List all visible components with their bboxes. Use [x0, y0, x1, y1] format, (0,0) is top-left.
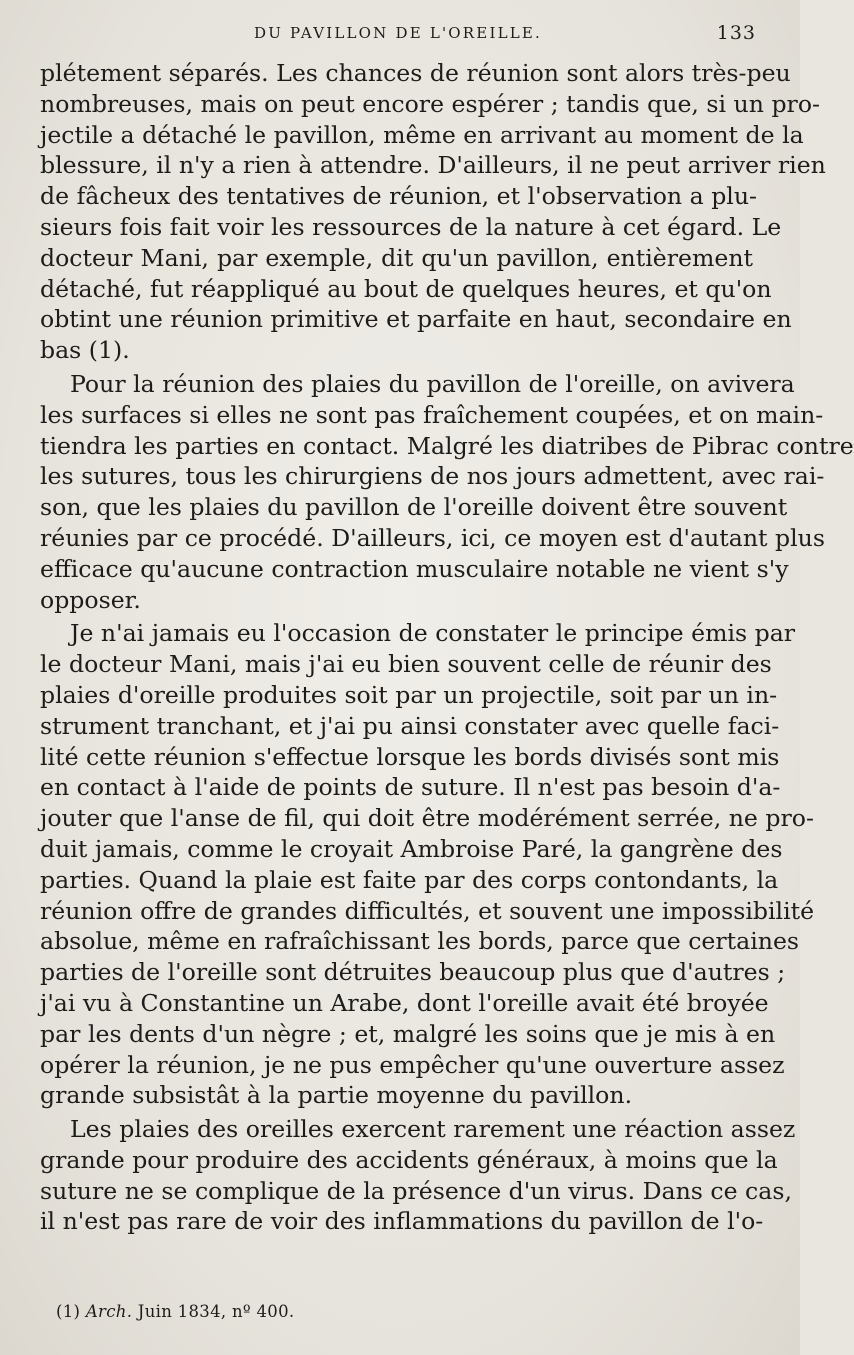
- text-line: réunion offre de grandes difficultés, et souvent une impossibilité: [40, 896, 815, 925]
- text-line: le docteur Mani, mais j'ai eu bien souvent celle de réunir des: [40, 650, 772, 679]
- text-line: parties. Quand la plaie est faite par des corps contondants, la: [40, 865, 779, 894]
- text-line: jouter que l'anse de fil, qui doit être modérément serrée, ne pro-: [40, 804, 814, 833]
- paragraph: [40, 369, 854, 615]
- text-line: en contact à l'aide de points de suture. Il n'est pas besoin d'a-: [40, 773, 781, 802]
- footnote-source: Arch.: [85, 1302, 133, 1321]
- footnote: [56, 1302, 294, 1321]
- text-line: jectile a détaché le pavillon, même en arrivant au moment de la: [40, 120, 804, 149]
- running-head: [40, 22, 756, 50]
- text-line: grande subsistât à la partie moyenne du pavillon.: [40, 1081, 633, 1110]
- text-line: son, que les plaies du pavillon de l'oreille doivent être souvent: [40, 493, 788, 522]
- text-line: il n'est pas rare de voir des inflammations du pavillon de l'o-: [40, 1207, 764, 1236]
- text-line: réunies par ce procédé. D'ailleurs, ici, ce moyen est d'autant plus: [40, 523, 825, 552]
- text-line: de fâcheux des tentatives de réunion, et l'observation a plu-: [40, 182, 758, 211]
- text-line: lité cette réunion s'effectue lorsque les bords divisés sont mis: [40, 742, 780, 771]
- text-line: opérer la réunion, je ne pus empêcher qu'une ouverture assez: [40, 1050, 785, 1079]
- footnote-text: Juin 1834, nº 400.: [137, 1302, 295, 1321]
- text-line: les surfaces si elles ne sont pas fraîchement coupées, et on main-: [40, 400, 824, 429]
- text-line: Les plaies des oreilles exercent rarement une réaction assez: [70, 1115, 796, 1144]
- text-line: suture ne se complique de la présence d'un virus. Dans ce cas,: [40, 1176, 792, 1205]
- text-line: j'ai vu à Constantine un Arabe, dont l'oreille avait été broyée: [40, 988, 769, 1017]
- paragraph: [40, 618, 815, 1111]
- text-line: détaché, fut réappliqué au bout de quelques heures, et qu'on: [40, 274, 772, 303]
- text-line: plaies d'oreille produites soit par un projectile, soit par un in-: [40, 680, 778, 709]
- paragraph: [40, 58, 826, 366]
- text-line: bas (1).: [40, 336, 130, 365]
- paragraph: [40, 1114, 796, 1237]
- text-line: obtint une réunion primitive et parfaite en haut, secondaire en: [40, 305, 792, 334]
- running-title: DU PAVILLON DE L'OREILLE.: [253, 24, 543, 42]
- body-text: [40, 58, 854, 1237]
- text-line: efficace qu'aucune contraction musculaire notable ne vient s'y: [40, 554, 789, 583]
- text-line: opposer.: [40, 585, 141, 614]
- text-line: parties de l'oreille sont détruites beaucoup plus que d'autres ;: [40, 958, 786, 987]
- text-line: blessure, il n'y a rien à attendre. D'ailleurs, il ne peut arriver rien: [40, 151, 826, 180]
- text-line: par les dents d'un nègre ; et, malgré les soins que je mis à en: [40, 1019, 776, 1048]
- text-line: duit jamais, comme le croyait Ambroise Paré, la gangrène des: [40, 834, 783, 863]
- page-number: 133: [716, 22, 756, 44]
- text-line: grande pour produire des accidents généraux, à moins que la: [40, 1145, 778, 1174]
- text-line: strument tranchant, et j'ai pu ainsi constater avec quelle faci-: [40, 711, 780, 740]
- text-line: sieurs fois fait voir les ressources de la nature à cet égard. Le: [40, 212, 782, 241]
- text-line: Je n'ai jamais eu l'occasion de constater le principe émis par: [70, 619, 796, 648]
- text-line: les sutures, tous les chirurgiens de nos jours admettent, avec rai-: [40, 462, 825, 491]
- text-line: Pour la réunion des plaies du pavillon de l'oreille, on avivera: [70, 369, 795, 398]
- footnote-marker: (1): [56, 1302, 81, 1321]
- text-line: tiendra les parties en contact. Malgré les diatribes de Pibrac contre: [40, 431, 854, 460]
- text-line: plétement séparés. Les chances de réunion sont alors très-peu: [40, 59, 791, 87]
- text-line: absolue, même en rafraîchissant les bords, parce que certaines: [40, 927, 800, 956]
- text-line: docteur Mani, par exemple, dit qu'un pavillon, entièrement: [40, 243, 753, 272]
- text-line: nombreuses, mais on peut encore espérer ; tandis que, si un pro-: [40, 89, 821, 118]
